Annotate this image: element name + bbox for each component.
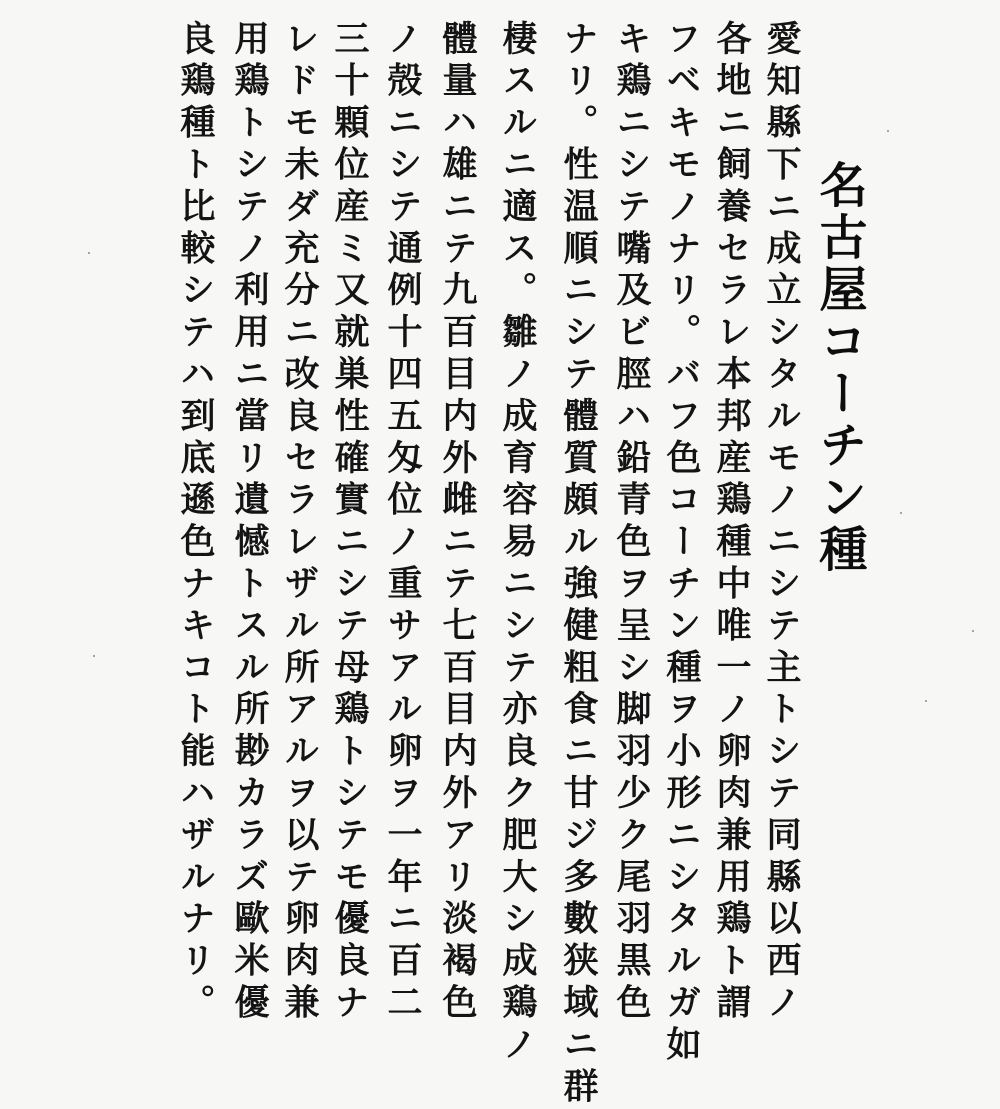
text-column-2: 各地ニ飼養セラレ本邦産鶏種中唯一ノ卵肉兼用鶏ト謂 <box>711 20 752 1026</box>
section-title: 名古屋コーチン種 <box>811 160 867 576</box>
text-column-7: 體量ハ雄ニテ九百目内外雌ニテ七百目内外アリ淡褐色 <box>437 20 478 1026</box>
text-column-5: ナリ。性温順ニシテ體質頗ル強健粗食ニ甘ジ多數狭域ニ群 <box>558 20 599 1109</box>
text-column-8: ノ殻ニシテ通例十四五匁位ノ重サアル卵ヲ一年ニ百二 <box>382 20 423 1026</box>
scan-speck <box>93 655 95 657</box>
text-column-10: レドモ未ダ充分ニ改良セラレザル所アルヲ以テ卵肉兼 <box>279 20 320 1026</box>
text-column-4: キ鶏ニシテ嘴及ビ脛ハ鉛青色ヲ呈シ脚羽少ク尾羽黒色 <box>611 20 652 1026</box>
text-column-11: 用鶏トシテノ利用ニ當リ遺憾トスル所尠カラズ歐米優 <box>229 20 270 1026</box>
scan-speck <box>887 130 889 132</box>
scan-speck <box>900 512 902 514</box>
scan-speck <box>88 252 90 254</box>
text-column-9: 三十顆位産ミ又就巣性確實ニシテ母鶏トシテモ優良ナ <box>329 20 370 1026</box>
scan-speck <box>972 630 974 632</box>
text-column-6: 棲スルニ適ス。雛ノ成育容易ニシテ亦良ク肥大シ成鶏ノ <box>497 20 538 1068</box>
text-column-3: フベキモノナリ。バフ色コーチン種ヲ小形ニシタルガ如 <box>661 20 702 1068</box>
text-column-12: 良鶏種ト比較シテハ到底遜色ナキコト能ハザルナリ。 <box>175 20 216 1026</box>
scan-speck <box>925 700 927 702</box>
text-column-1: 愛知縣下ニ成立シタルモノニシテ主トシテ同縣以西ノ <box>761 20 802 1026</box>
